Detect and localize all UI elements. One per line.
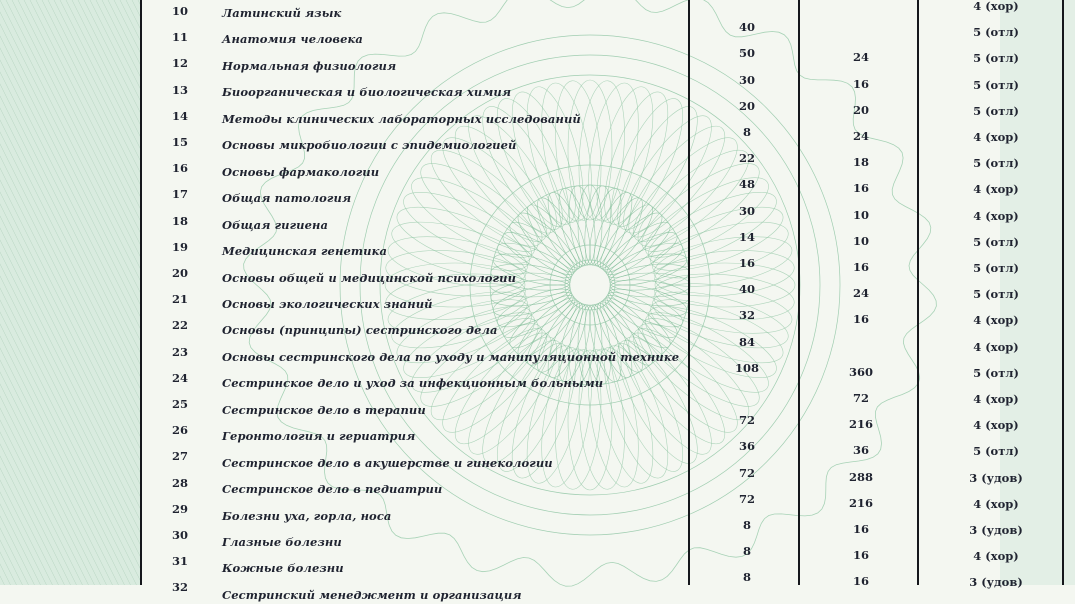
hours-practice: 24 [852,129,869,143]
exam-grade: 4 (хор) [973,418,1019,433]
subject-name: Сестринское дело в педиатрии [222,482,443,497]
table-row [0,360,1075,395]
row-number: 29 [171,501,188,516]
row-number: 19 [171,239,188,254]
row-number: 26 [171,423,188,438]
hours-theory: 50 [738,46,755,61]
exam-grade: 5 (отл) [973,234,1019,249]
exam-grade: 3 (удов) [969,523,1023,537]
hours-practice: 16 [852,548,869,563]
exam-grade: 5 (отл) [973,25,1019,40]
subject-name: Сестринское дело в терапии [222,402,426,417]
row-number: 21 [171,292,188,307]
table-row [0,2,1075,28]
hours-practice: 16 [852,522,869,536]
hours-practice: 16 [852,574,869,589]
exam-grade: 3 (удов) [969,470,1023,485]
hours-practice: 216 [848,495,873,510]
subject-name: Сестринский менеджмент и организация [222,587,522,602]
row-number: 14 [171,108,188,123]
subject-name: Болезни уха, горла, носа [222,508,392,523]
table-row [0,125,1075,159]
subject-name: Кожные болезни [222,561,344,576]
hours-theory: 22 [738,151,755,166]
hours-theory: 32 [738,308,755,323]
subject-name: Геронтология и гериатрия [222,429,416,444]
exam-grade: 5 (отл) [973,156,1019,171]
exam-grade: 4 (хор) [973,392,1019,406]
hours-theory: 72 [738,413,755,428]
subject-name: Анатомия человека [222,32,363,47]
exam-grade: 5 (отл) [973,261,1019,275]
exam-grade: 3 (удов) [969,575,1023,590]
subject-name: Основы микробиологии с эпидемиологией [222,138,517,153]
table-row [0,518,1075,552]
row-number: 18 [171,213,188,228]
hours-theory: 40 [738,282,755,297]
hours-theory: 72 [738,465,755,480]
hours-practice: 16 [852,312,869,327]
hours-practice: 24 [852,286,869,301]
subject-name: Основы общей и медицинской психологии [222,270,517,285]
hours-theory: 8 [742,518,751,532]
subject-name: Латинский язык [222,6,342,20]
subject-name: Методы клинических лабораторных исследований [222,111,581,126]
row-number: 11 [171,30,188,45]
table-row [0,544,1075,578]
hours-practice: 24 [852,50,869,65]
row-number: 17 [171,187,188,202]
row-number: 28 [171,475,188,490]
subject-name: Сестринское дело в акушерстве и гинекологии [222,455,553,470]
hours-theory: 14 [738,229,755,244]
hours-theory: 8 [742,544,751,559]
hours-practice: 18 [852,155,869,170]
hours-practice: 10 [852,207,869,222]
hours-theory: 84 [738,334,755,349]
row-number: 10 [171,4,188,18]
exam-grade: 5 (отл) [973,77,1019,92]
row-number: 27 [171,449,188,464]
hours-theory: 108 [734,360,759,375]
row-number: 24 [171,370,188,385]
table-row [0,391,1075,421]
row-number: 32 [171,580,188,595]
row-number: 23 [171,344,188,359]
hours-practice: 36 [852,443,869,458]
exam-grade: 4 (хор) [973,549,1019,564]
row-number: 12 [171,56,188,71]
row-number: 13 [171,82,188,97]
hours-theory: 72 [738,491,755,506]
hours-theory: 30 [738,203,755,218]
subject-name: Основы сестринского дела по уходу и манипуляционной технике [222,349,680,364]
exam-grade: 4 (хор) [973,182,1019,197]
exam-grade: 5 (отл) [973,103,1019,118]
row-number: 15 [171,135,188,149]
exam-grade: 4 (хор) [973,0,1019,13]
table-row [0,570,1075,604]
exam-grade: 4 (хор) [973,313,1019,328]
table-row [0,334,1075,369]
table-row [0,282,1075,316]
exam-grade: 5 (отл) [973,51,1019,66]
subject-name: Биоорганическая и биологическая химия [222,85,512,100]
table-row [0,177,1075,211]
table-row [0,46,1075,80]
subject-name: Медицинская генетика [222,244,388,259]
exam-grade: 4 (хор) [973,130,1019,144]
row-number: 25 [171,397,188,411]
exam-grade: 5 (отл) [973,287,1019,302]
subject-name: Общая гигиена [222,217,329,232]
hours-theory: 16 [738,256,755,270]
hours-practice: 20 [852,102,869,117]
table-row [0,256,1075,290]
subject-name: Основы экологических знаний [222,296,433,311]
subject-name: Основы (принципы) сестринского дела [222,323,498,338]
subject-name: Нормальная физиология [222,58,397,73]
hours-practice: 16 [852,181,869,196]
hours-theory: 36 [738,439,755,454]
table-row [0,203,1075,238]
hours-theory: 8 [742,125,751,139]
row-number: 30 [171,528,188,542]
hours-practice: 16 [852,76,869,91]
table-row [0,439,1075,473]
subject-name: Основы фармакологии [222,164,380,179]
hours-practice: 16 [852,260,869,274]
row-number: 31 [171,554,188,569]
row-number: 22 [171,318,188,333]
table-row [0,98,1075,133]
table-row [0,229,1075,264]
hours-theory: 8 [742,570,751,585]
hours-theory: 40 [738,20,755,35]
exam-grade: 4 (хор) [973,496,1019,511]
table-row [0,491,1075,526]
exam-grade: 5 (отл) [973,365,1019,380]
exam-grade: 4 (хор) [973,208,1019,223]
table-row [0,465,1075,500]
exam-grade: 5 (отл) [973,444,1019,459]
hours-practice: 10 [852,233,869,248]
row-number: 20 [171,266,188,280]
table-row [0,72,1075,107]
hours-theory: 48 [738,177,755,192]
table-row [0,151,1075,185]
hours-practice: 360 [848,364,873,379]
table-row [0,413,1075,447]
subject-name: Глазные болезни [222,535,342,549]
table-row [0,20,1075,54]
hours-practice: 288 [848,469,873,484]
exam-grade: 4 (хор) [973,339,1019,354]
table-row [0,308,1075,342]
hours-practice: 72 [852,391,869,405]
subject-name: Общая патология [222,191,352,206]
row-number: 16 [171,161,188,176]
hours-practice: 216 [848,417,873,432]
hours-theory: 20 [738,98,755,113]
hours-theory: 30 [738,72,755,87]
subject-name: Сестринское дело и уход за инфекционным больными [222,376,604,391]
